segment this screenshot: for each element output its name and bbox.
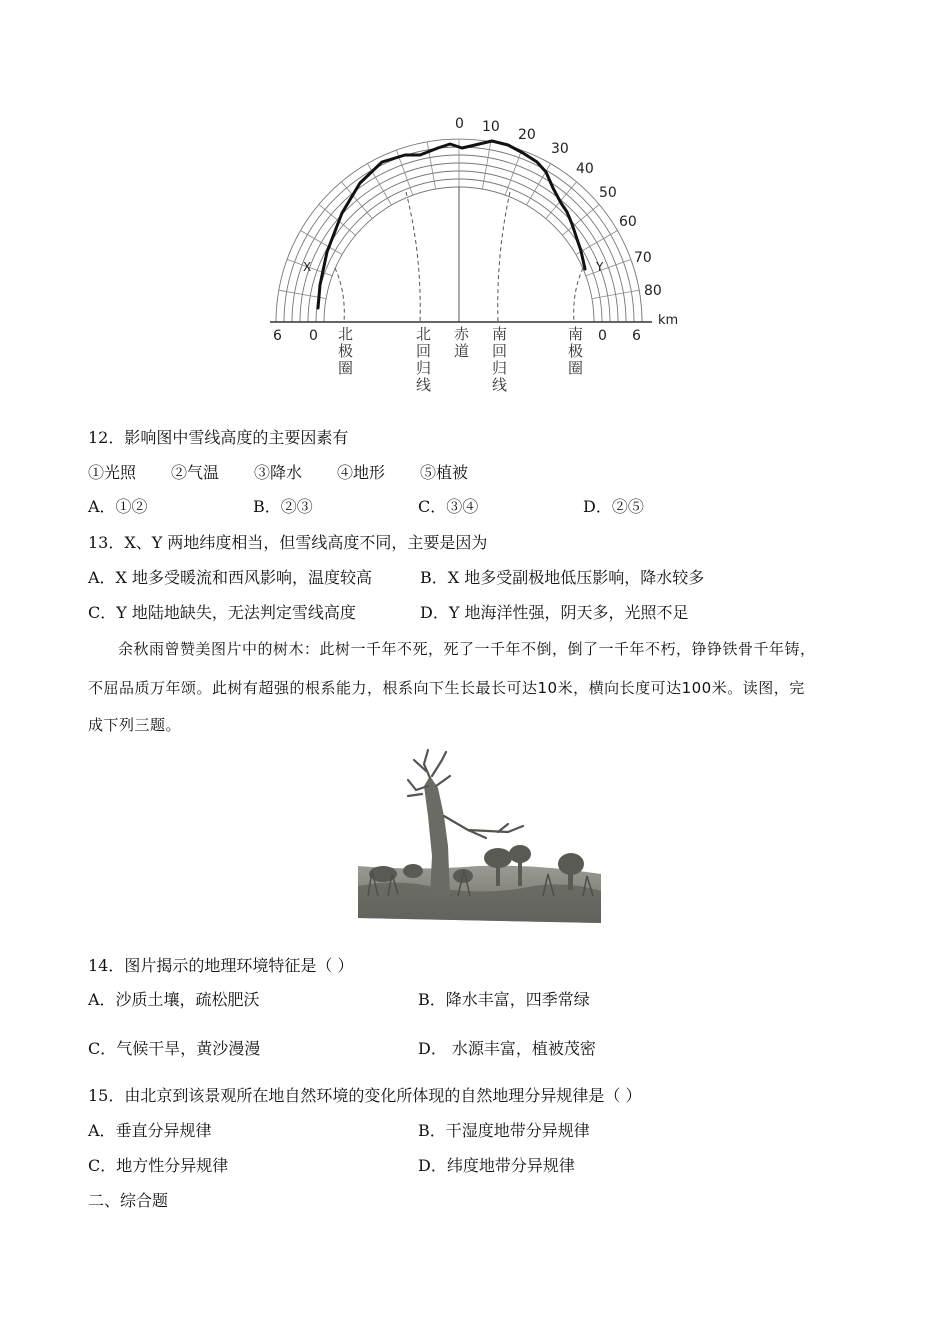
point-y-label: Y <box>596 260 604 274</box>
scale-left-0: 0 <box>309 328 318 344</box>
q15-option-d: D．纬度地带分异规律 <box>418 1156 575 1175</box>
q14-option-c: C．气候干旱，黄沙漫漫 <box>88 1039 261 1058</box>
q12-option-a: A．①② <box>88 497 148 516</box>
tropic-cancer-label: 北回归线 <box>416 325 432 394</box>
antarctic-circle-line <box>574 268 583 322</box>
lat-label-20: 20 <box>518 127 536 143</box>
tropic-capricorn-label: 南回归线 <box>492 325 508 394</box>
q12-option-c: C．③④ <box>418 497 479 516</box>
lat-label-50: 50 <box>599 185 617 201</box>
scale-left-6: 6 <box>273 328 282 344</box>
snowline-curve <box>318 141 585 308</box>
q12-factor-3: ③降水 <box>254 463 303 482</box>
q12-factor-1: ①光照 <box>88 463 137 482</box>
q12-factor-2: ②气温 <box>171 463 220 482</box>
q13-option-a: A．X 地多受暖流和西风影响，温度较高 <box>88 568 373 587</box>
tropic-cancer-line <box>406 192 420 322</box>
lat-label-80: 80 <box>644 283 662 299</box>
antarctic-circle-label: 南极圈 <box>568 325 584 377</box>
q13-option-d: D．Y 地海洋性强，阴天多，光照不足 <box>420 603 689 622</box>
snowline-diagram <box>260 108 690 403</box>
q14-option-d: D． 水源丰富，植被茂密 <box>418 1039 596 1058</box>
q15-option-c: C．地方性分异规律 <box>88 1156 229 1175</box>
section-heading: 二、综合题 <box>88 1191 169 1210</box>
point-x-label: X <box>303 260 312 274</box>
q13-option-c: C．Y 地陆地缺失，无法判定雪线高度 <box>88 603 356 622</box>
arctic-circle-label: 北极圈 <box>338 325 354 377</box>
q12-stem: 12．影响图中雪线高度的主要因素有 <box>88 428 349 447</box>
desert-tree-photo <box>358 746 601 923</box>
tropic-capricorn-line <box>498 192 510 322</box>
km-label: km <box>658 313 679 328</box>
equator-label: 赤道 <box>454 325 470 360</box>
lat-label-0: 0 <box>455 116 464 132</box>
lat-label-70: 70 <box>634 250 652 266</box>
q12-option-d: D．②⑤ <box>583 497 644 516</box>
q15-option-a: A．垂直分异规律 <box>88 1121 212 1140</box>
q13-stem: 13．X、Y 两地纬度相当，但雪线高度不同，主要是因为 <box>88 533 488 552</box>
q15-option-b: B．干湿度地带分异规律 <box>418 1121 590 1140</box>
q12-option-b: B．②③ <box>253 497 313 516</box>
q12-factor-5: ⑤植被 <box>420 463 469 482</box>
passage-line-3: 成下列三题。 <box>88 716 182 734</box>
scale-right-6: 6 <box>632 328 641 344</box>
lat-label-40: 40 <box>576 161 594 177</box>
scale-right-0: 0 <box>598 328 607 344</box>
q14-option-b: B．降水丰富，四季常绿 <box>418 990 590 1009</box>
q12-factor-4: ④地形 <box>337 463 386 482</box>
passage-line-1: 余秋雨曾赞美图片中的树木：此树一千年不死，死了一千年不倒，倒了一千年不朽，铮铮铁骨千年铸， <box>118 640 816 658</box>
q13-option-b: B．X 地多受副极地低压影响，降水较多 <box>420 568 705 587</box>
passage-line-2: 不屈品质万年颂。此树有超强的根系能力，根系向下生长最长可达10米，横向长度可达100米。读图，完 <box>88 679 805 697</box>
q15-stem: 15．由北京到该景观所在地自然环境的变化所体现的自然地理分异规律是（ ） <box>88 1086 642 1105</box>
lat-label-60: 60 <box>619 214 637 230</box>
q14-stem: 14．图片揭示的地理环境特征是（ ） <box>88 956 354 975</box>
arctic-circle-line <box>335 268 344 322</box>
q14-option-a: A．沙质土壤，疏松肥沃 <box>88 990 260 1009</box>
lat-label-30: 30 <box>551 141 569 157</box>
lat-label-10: 10 <box>482 119 500 135</box>
